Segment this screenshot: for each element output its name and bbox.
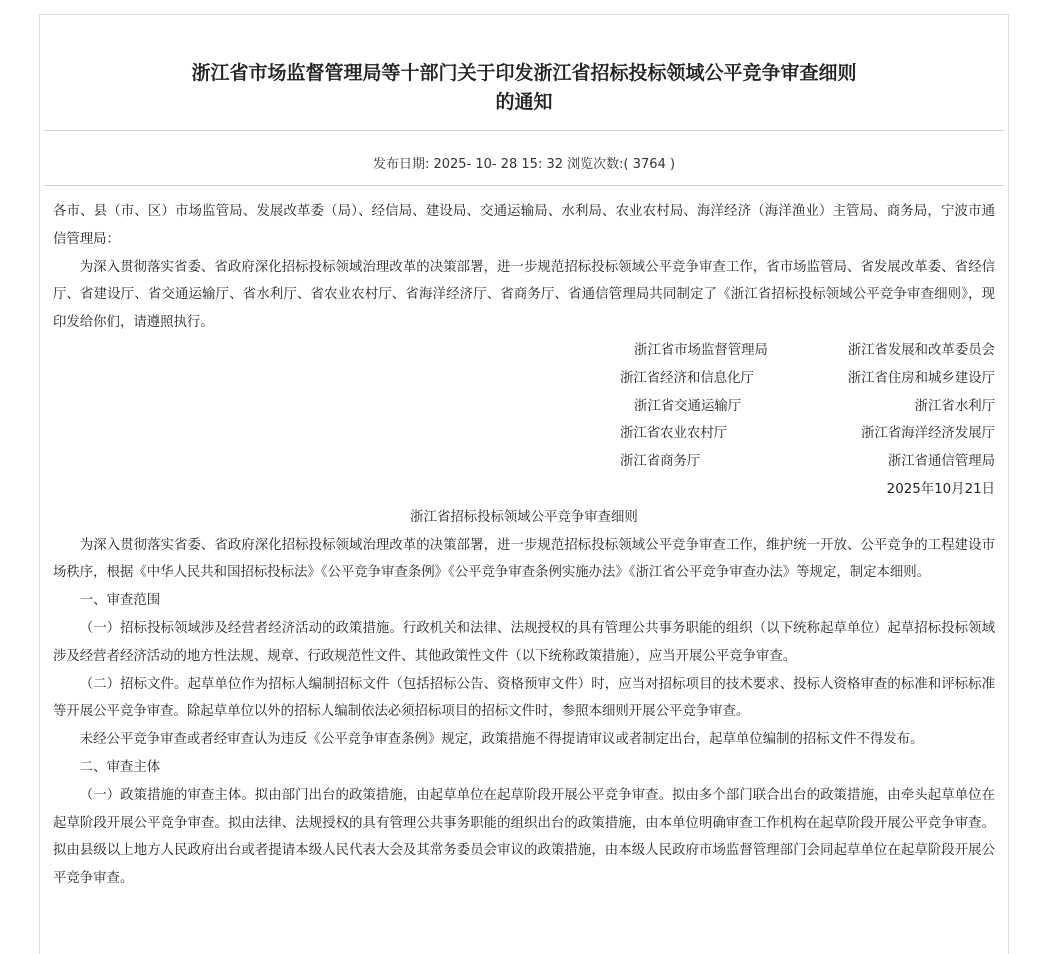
publish-date: 2025- 10- 28 15: 32 (433, 157, 564, 172)
divider (44, 185, 1004, 186)
rules-intro: 为深入贯彻落实省委、省政府深化招标投标领域治理改革的决策部署，进一步规范招标投标领域公平竞争审查工作，维护统一开放、公平竞争的工程建设市场秩序，根据《中华人民共和国招标投标法》《公平竞争审查条例》《公平竞争审查条例实施办法》《浙江省公平竞争审查办法》等规定，制定本细则。 (53, 537, 995, 581)
document-title (40, 59, 1008, 117)
title-line-1: 浙江省市场监督管理局等十部门关于印发浙江省招标投标领域公平竞争审查细则 (191, 62, 857, 84)
section-paragraph: （二）招标文件。起草单位作为招标人编制招标文件（包括招标公告、资格预审文件）时，应当对招标项目的技术要求、投标人资格审查的标准和评标标准等开展公平竞争审查。除起草单位以外的招标人编制依法必须招标项目的招标文件时，参照本细则开展公平竞争审查。 (53, 676, 995, 720)
signatory-right: 浙江省通信管理局 (887, 454, 995, 470)
section-paragraph: （一）政策措施的审查主体。拟由部门出台的政策措施，由起草单位在起草阶段开展公平竞争审查。拟由多个部门联合出台的政策措施，由牵头起草单位在起草阶段开展公平竞争审查。拟由法律、法规授权的具有管理公共事务职能的组织出台的政策措施，由本单位明确审查工作机构在起草阶段开展公平竞争审查。拟由县级以上地方人民政府出台或者提请本级人民代表大会及其常务委员会审议的政策措施，由本级人民政府市场监督管理部门会同起草单位在起草阶段开展公平竞争审查。 (53, 787, 995, 887)
addressees: 各市、县（市、区）市场监管局、发展改革委（局）、经信局、建设局、交通运输局、水利局、农业农村局、海洋经济（海洋渔业）主管局、商务局，宁波市通信管理局： (53, 204, 995, 247)
signatory-row (53, 365, 995, 393)
signatory-left: 浙江省市场监督管理局 (634, 342, 768, 358)
signatory-right: 浙江省发展和改革委员会 (847, 342, 995, 358)
section-paragraph: （一）招标投标领域涉及经营者经济活动的政策措施。行政机关和法律、法规授权的具有管理公共事务职能的组织（以下统称起草单位）起草招标投标领域涉及经营者经济活动的地方性法规、规章、行政规范性文件、其他政策性文件（以下统称政策措施），应当开展公平竞争审查。 (53, 620, 995, 664)
sign-date: 2025年10月21日 (886, 481, 995, 497)
signatory-row (53, 337, 995, 365)
signatory-row (53, 448, 995, 476)
section-paragraph: 未经公平竞争审查或者经审查认为违反《公平竞争审查条例》规定，政策措施不得提请审议或者制定出台，起草单位编制的招标文件不得发布。 (79, 732, 924, 748)
section-heading: 一、审查范围 (79, 593, 161, 609)
divider (44, 130, 1004, 131)
signatory-right: 浙江省住房和城乡建设厅 (847, 370, 995, 386)
publish-meta (40, 156, 1008, 174)
signatory-left: 浙江省交通运输厅 (634, 398, 742, 414)
section-heading: 二、审查主体 (79, 759, 161, 775)
notice-body: 为深入贯彻落实省委、省政府深化招标投标领域治理改革的决策部署，进一步规范招标投标领域公平竞争审查工作，省市场监管局、省发展改革委、省经信厅、省建设厅、省交通运输厅、省水利厅、省农业农村厅、省海洋经济厅、省商务厅、省通信管理局共同制定了《浙江省招标投标领域公平竞争审查细则》，现印发给你们，请遵照执行。 (53, 259, 995, 331)
document-body (53, 198, 995, 893)
title-line-2: 的通知 (495, 91, 553, 113)
views-label: 浏览次数: (567, 157, 624, 172)
signatory-left: 浙江省商务厅 (620, 454, 701, 470)
signatory-right: 浙江省水利厅 (914, 398, 995, 414)
views-count: ( 3764 ) (623, 157, 676, 172)
signatory-left: 浙江省经济和信息化厅 (620, 370, 754, 386)
signatory-right: 浙江省海洋经济发展厅 (861, 426, 995, 442)
rules-title: 浙江省招标投标领域公平竞争审查细则 (410, 509, 638, 525)
signatory-row (53, 420, 995, 448)
signatories (53, 337, 995, 504)
publish-date-label: 发布日期: (372, 157, 430, 172)
signatory-row (53, 393, 995, 421)
signatory-left: 浙江省农业农村厅 (620, 426, 728, 442)
